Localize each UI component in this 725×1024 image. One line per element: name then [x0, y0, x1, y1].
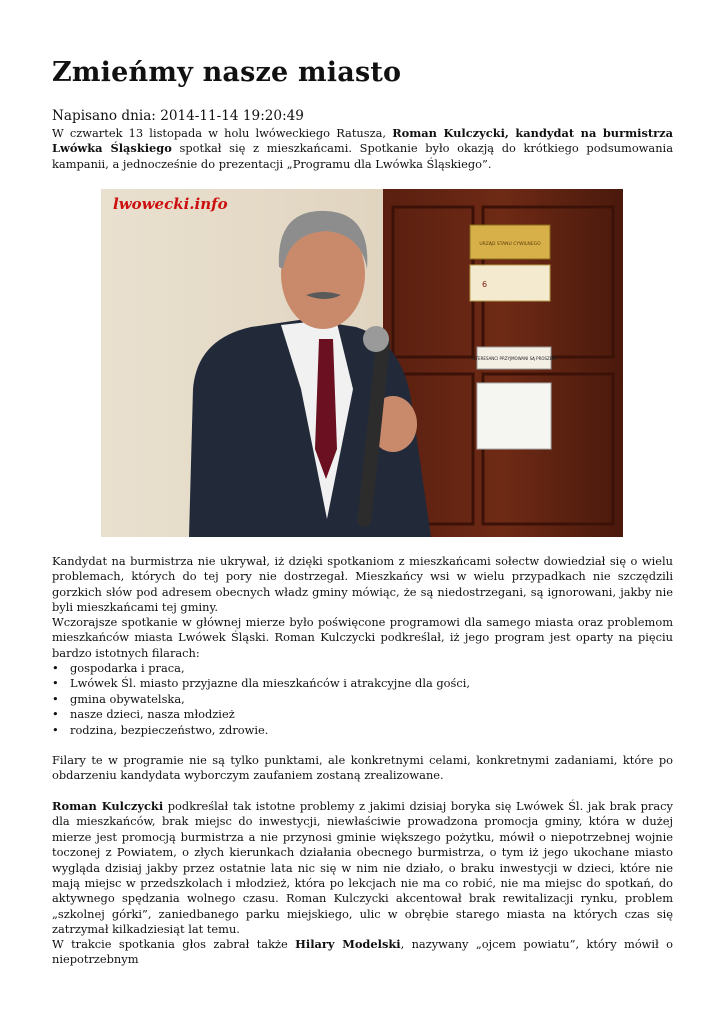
- page-title: Zmieńmy nasze miasto: [52, 57, 402, 88]
- paragraph-1: Kandydat na burmistrza nie ukrywał, iż dzięki spotkaniom z mieszkańcami sołectw dowiedział się o wielu problemach, których do tej pory nie dostrzegał. Mieszkańcy wsi w wielu przypadkach nie szczędzili gorzkich słów pod adresem obecnych władz gminy mówiąc, że są niedostrzegani, są ignorowani, jakby nie byli mieszkańcami tej gminy.: [52, 554, 673, 615]
- paragraph-2: Wczorajsze spotkanie w głównej mierze było poświęcone programowi dla samego miasta oraz problemom mieszkańców miasta Lwówek Śląski. Roman Kulczycki podkreślał, iż jego program jest oparty na pięciu bardzo istotnych filarach:: [52, 615, 673, 660]
- lead-text-2: spotkał się z mieszkańcami. Spotkanie było okazją do krótkiego podsumowania kampanii, a jednocześnie do prezentacji „Programu dla Lwówka Śląskiego”.: [52, 141, 673, 171]
- paragraph-5: [52, 937, 673, 968]
- lead-paragraph: [52, 126, 673, 172]
- publish-date: Napisano dnia: 2014-11-14 19:20:49: [52, 108, 304, 124]
- paper-notice: [477, 383, 551, 449]
- pillars-list: [52, 661, 673, 738]
- door-number: 6: [482, 280, 488, 289]
- list-item: • gospodarka i praca,: [52, 661, 673, 676]
- photo-watermark: lwowecki.info: [113, 195, 228, 213]
- paragraph-3: Filary te w programie nie są tylko punktami, ale konkretnymi celami, konkretnymi zadaniami, które po obdarzeniu kandydata wyborczym zaufaniem zostaną zrealizowane.: [52, 753, 673, 783]
- list-item: • gmina obywatelska,: [52, 692, 673, 707]
- article-photo: [101, 189, 623, 537]
- paragraph-4: [52, 799, 673, 938]
- list-item: • nasze dzieci, nasza młodzież: [52, 707, 673, 722]
- lead-bold: Roman Kulczycki, kandydat na burmistrza Lwówka Śląskiego: [52, 126, 673, 156]
- paragraph-5-text-2: , nazywany „ojcem powiatu”, który mówił o niepotrzebnym: [52, 937, 673, 967]
- lead-text-1: W czwartek 13 listopada w holu lwóweckiego Ratusza,: [52, 126, 393, 140]
- list-item: • Lwówek Śl. miasto przyjazne dla mieszkańców i atrakcyjne dla gości,: [52, 676, 673, 691]
- info-sign-text: INTERESANCI PRZYJMOWANI SĄ PROSZENI: [471, 356, 557, 361]
- paragraph-4-bold: Roman Kulczycki: [52, 799, 164, 813]
- microphone-head: [363, 326, 389, 352]
- paragraph-5-bold: Hilary Modelski: [295, 937, 401, 951]
- office-sign-text: URZĄD STANU CYWILNEGO: [479, 242, 541, 247]
- list-item: • rodzina, bezpieczeństwo, zdrowie.: [52, 723, 673, 738]
- paragraph-5-text-1: W trakcie spotkania głos zabrał także: [52, 937, 296, 951]
- paragraph-4-text: podkreślał tak istotne problemy z jakimi dzisiaj boryka się Lwówek Śl. jak brak pracy dla mieszkańców, brak miejsc do inwestycji, niewłaściwie prowadzona promocja gminy, która w dużej mierze jest promocją burmistrza a nie przynosi gminie większego pożytku, mówił o niepotrzebnej wojnie toczonej z Powiatem, o złych kierunkach działania obecnego burmistrza, o tym iż jego ukochane miasto wygląda dzisiaj jakby przez ostatnie lata nic się w nim nie działo, o braku inwestycji w dzieci, które nie mają miejsc w przedszkolach i młodzież, która po lekcjach nie ma co robić, nie ma miejsc do spotkań, do aktywnego spędzania wolnego czasu. Roman Kulczycki akcentował brak rewitalizacji rynku, problem „szkolnej górki”, zaniedbanego parku miejskiego, ulic w obrębie starego miasta na których czas się zatrzymał kilkadziesiąt lat temu.: [52, 799, 673, 937]
